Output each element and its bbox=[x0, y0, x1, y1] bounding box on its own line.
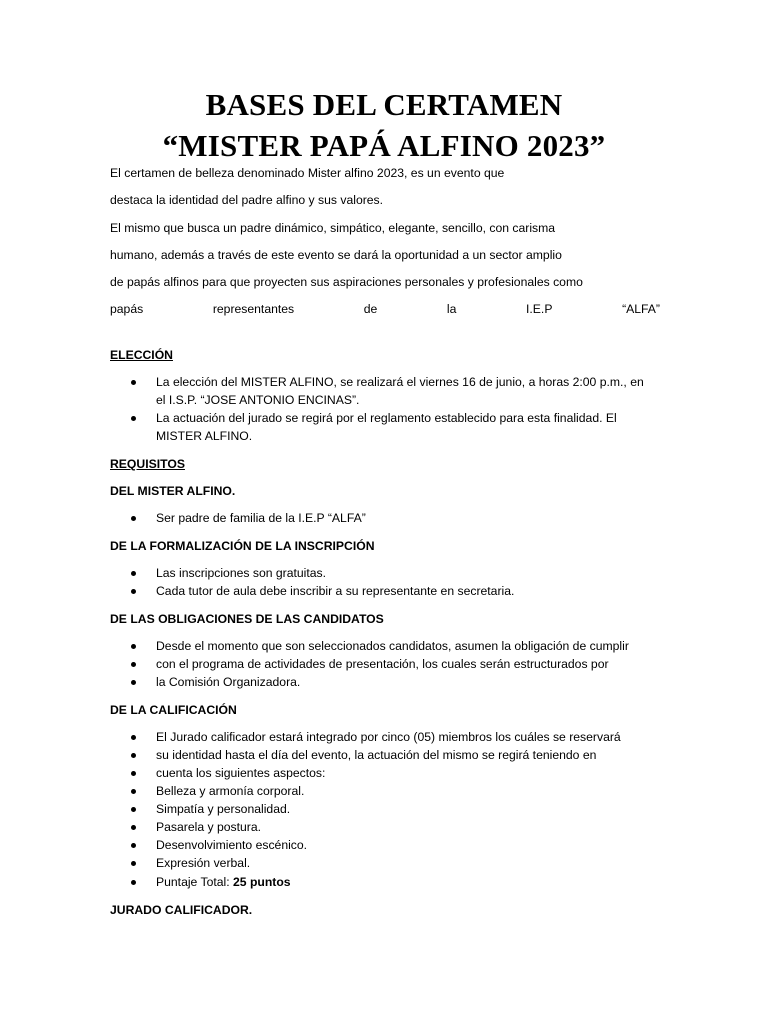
list-item-text: La elección del MISTER ALFINO, se realizará el viernes 16 de junio, a horas 2:00 p.m., en bbox=[156, 375, 644, 389]
section-heading-calificacion: DE LA CALIFICACIÓN bbox=[110, 703, 237, 717]
document-title-line-2: “MISTER PAPÁ ALFINO 2023” bbox=[162, 128, 606, 163]
section-subheading: DEL MISTER ALFINO. bbox=[110, 484, 236, 498]
list-item bbox=[0, 765, 768, 783]
document-title-line-1: BASES DEL CERTAMEN bbox=[205, 87, 563, 122]
bullet-icon bbox=[131, 662, 136, 667]
list-item-text: Pasarela y postura. bbox=[156, 820, 262, 834]
bullet-icon bbox=[131, 680, 136, 685]
list-item-continuation bbox=[0, 428, 768, 446]
bullet-icon bbox=[131, 589, 136, 594]
list-item bbox=[0, 783, 768, 801]
list-item-text: el I.S.P. “JOSE ANTONIO ENCINAS”. bbox=[156, 393, 360, 407]
list-item-text: Cada tutor de aula debe inscribir a su representante en secretaria. bbox=[156, 584, 515, 598]
bullet-icon bbox=[131, 789, 136, 794]
bullet-icon bbox=[131, 644, 136, 649]
list-item bbox=[0, 801, 768, 819]
list-item-text: Simpatía y personalidad. bbox=[156, 802, 291, 816]
intro-word: papás bbox=[110, 302, 144, 316]
list-item bbox=[0, 374, 768, 392]
bullet-icon bbox=[131, 880, 136, 885]
total-score-text: Puntaje Total: 25 puntos bbox=[156, 875, 291, 889]
section-heading-formalizacion: DE LA FORMALIZACIÓN DE LA INSCRIPCIÓN bbox=[110, 539, 375, 553]
bullet-icon bbox=[131, 807, 136, 812]
section-heading-requisitos: REQUISITOS bbox=[110, 457, 185, 471]
section-heading-eleccion: ELECCIÓN bbox=[110, 348, 173, 362]
list-item bbox=[0, 729, 768, 747]
list-item bbox=[0, 819, 768, 837]
section-heading-obligaciones: DE LAS OBLIGACIONES DE LAS CANDIDATOS bbox=[110, 612, 384, 626]
bullet-icon bbox=[131, 516, 136, 521]
bullet-icon bbox=[131, 861, 136, 866]
list-item bbox=[0, 747, 768, 765]
intro-line: humano, además a través de este evento se dará la oportunidad a un sector amplio bbox=[110, 248, 562, 262]
list-item-continuation bbox=[0, 392, 768, 410]
bullet-icon bbox=[131, 380, 136, 385]
list-item bbox=[0, 565, 768, 583]
list-item bbox=[0, 656, 768, 674]
section-heading-jurado: JURADO CALIFICADOR. bbox=[110, 903, 253, 917]
bullet-icon bbox=[131, 753, 136, 758]
list-item-total bbox=[0, 874, 768, 892]
bullet-icon bbox=[131, 843, 136, 848]
list-item-text: Ser padre de familia de la I.E.P “ALFA” bbox=[156, 511, 366, 525]
list-item-text: Desenvolvimiento escénico. bbox=[156, 838, 308, 852]
bullet-icon bbox=[131, 416, 136, 421]
intro-line: destaca la identidad del padre alfino y sus valores. bbox=[110, 193, 384, 207]
intro-word: la bbox=[446, 302, 457, 316]
bullet-icon bbox=[131, 571, 136, 576]
intro-word: de bbox=[363, 302, 378, 316]
intro-justified-line bbox=[110, 301, 660, 317]
list-item bbox=[0, 510, 768, 528]
list-item-text: MISTER ALFINO. bbox=[156, 429, 253, 443]
list-item-text: cuenta los siguientes aspectos: bbox=[156, 766, 326, 780]
bullet-icon bbox=[131, 735, 136, 740]
bullet-icon bbox=[131, 771, 136, 776]
intro-word: I.E.P bbox=[526, 302, 553, 316]
list-item-text: La actuación del jurado se regirá por el reglamento establecido para esta finalidad. El bbox=[156, 411, 617, 425]
list-item-text: Belleza y armonía corporal. bbox=[156, 784, 305, 798]
intro-line: El certamen de belleza denominado Mister alfino 2023, es un evento que bbox=[110, 166, 505, 180]
intro-word: representantes bbox=[212, 302, 295, 316]
list-item-text: su identidad hasta el día del evento, la actuación del mismo se regirá teniendo en bbox=[156, 748, 597, 762]
list-item-text: Expresión verbal. bbox=[156, 856, 251, 870]
list-item bbox=[0, 855, 768, 873]
intro-line: El mismo que busca un padre dinámico, simpático, elegante, sencillo, con carisma bbox=[110, 221, 556, 235]
bullet-icon bbox=[131, 825, 136, 830]
list-item-text: con el programa de actividades de presentación, los cuales serán estructurados por bbox=[156, 657, 609, 671]
list-item bbox=[0, 638, 768, 656]
list-item bbox=[0, 410, 768, 428]
intro-word: “ALFA” bbox=[622, 302, 660, 316]
intro-line: de papás alfinos para que proyecten sus aspiraciones personales y profesionales como bbox=[110, 275, 583, 289]
list-item-text: El Jurado calificador estará integrado por cinco (05) miembros los cuáles se reservará bbox=[156, 730, 621, 744]
list-item-text: la Comisión Organizadora. bbox=[156, 675, 301, 689]
list-item bbox=[0, 583, 768, 601]
list-item-text: Desde el momento que son seleccionados candidatos, asumen la obligación de cumplir bbox=[156, 639, 629, 653]
list-item bbox=[0, 674, 768, 692]
list-item-text: Las inscripciones son gratuitas. bbox=[156, 566, 327, 580]
list-item bbox=[0, 837, 768, 855]
